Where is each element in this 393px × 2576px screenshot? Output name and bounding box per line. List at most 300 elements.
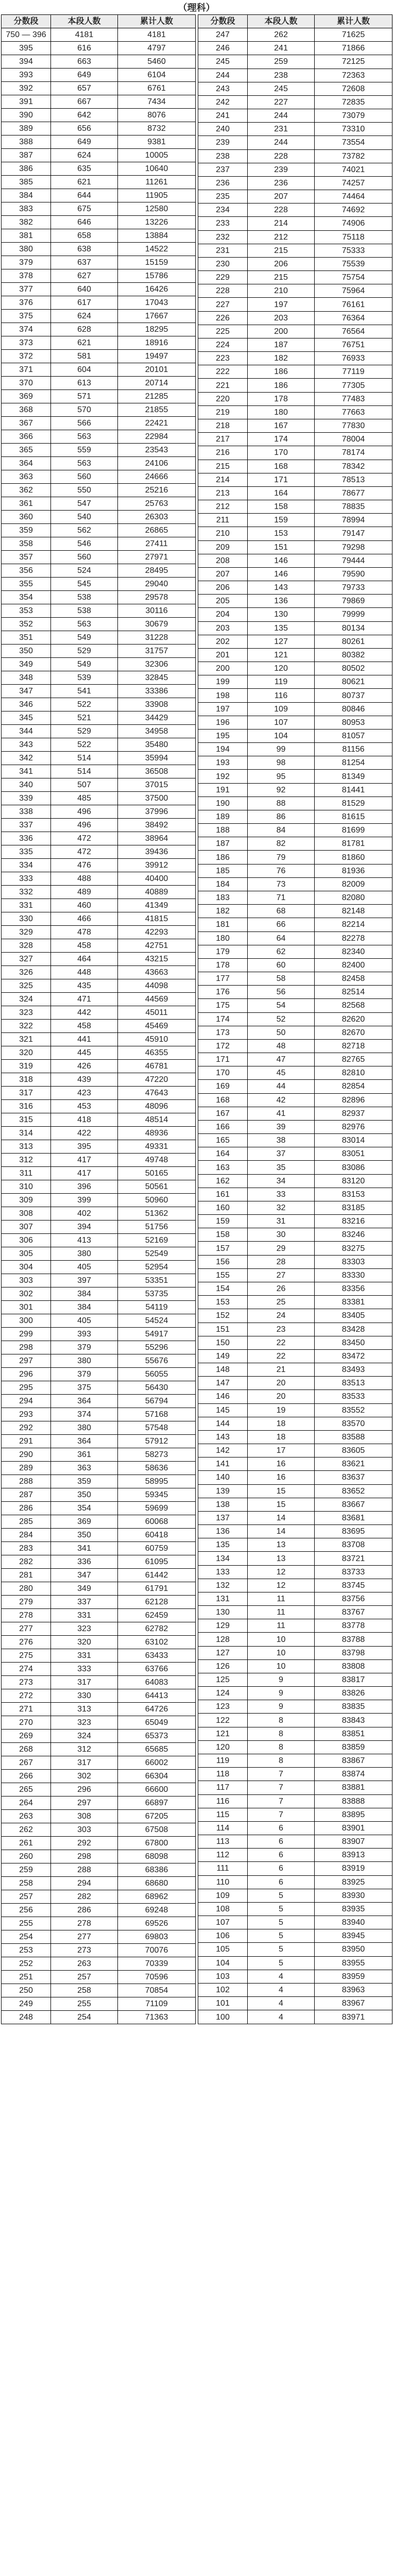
score-cell: 113 xyxy=(198,1835,248,1849)
score-cell: 101 xyxy=(198,1997,248,2010)
cumulative-count-cell: 6761 xyxy=(118,82,196,95)
score-cell: 289 xyxy=(2,1462,51,1475)
score-cell: 350 xyxy=(2,645,51,658)
table-row xyxy=(2,1850,196,1863)
score-cell: 133 xyxy=(198,1565,248,1579)
table-row xyxy=(198,1821,392,1835)
table-row xyxy=(198,851,392,864)
segment-count-cell: 8 xyxy=(248,1727,315,1740)
page-title: （理科） xyxy=(178,3,215,13)
score-cell: 190 xyxy=(198,796,248,810)
cumulative-count-cell: 75754 xyxy=(315,271,392,284)
cumulative-count-cell: 19497 xyxy=(118,350,196,363)
table-row xyxy=(198,1430,392,1444)
score-cell: 266 xyxy=(2,1770,51,1783)
segment-count-cell: 13 xyxy=(248,1552,315,1565)
table-row xyxy=(2,1555,196,1569)
segment-count-cell: 638 xyxy=(51,243,118,256)
segment-count-cell: 42 xyxy=(248,1093,315,1107)
segment-count-cell: 331 xyxy=(51,1609,118,1622)
segment-count-cell: 20 xyxy=(248,1390,315,1403)
segment-count-cell: 58 xyxy=(248,972,315,986)
segment-count-cell: 107 xyxy=(248,716,315,729)
score-cell: 108 xyxy=(198,1902,248,1916)
table-row xyxy=(2,390,196,403)
score-cell: 263 xyxy=(2,1810,51,1823)
table-row xyxy=(2,1341,196,1354)
score-cell: 150 xyxy=(198,1336,248,1349)
score-cell: 394 xyxy=(2,55,51,69)
cumulative-count-cell: 78677 xyxy=(315,486,392,500)
score-cell: 313 xyxy=(2,1140,51,1154)
score-cell: 395 xyxy=(2,42,51,55)
score-cell: 325 xyxy=(2,979,51,993)
segment-count-cell: 18 xyxy=(248,1430,315,1444)
segment-count-cell: 667 xyxy=(51,95,118,109)
cumulative-count-cell: 57168 xyxy=(118,1408,196,1421)
segment-count-cell: 380 xyxy=(51,1354,118,1368)
cumulative-count-cell: 13884 xyxy=(118,229,196,243)
table-row xyxy=(2,578,196,591)
segment-count-cell: 10 xyxy=(248,1646,315,1659)
segment-count-cell: 549 xyxy=(51,631,118,645)
score-cell: 228 xyxy=(198,284,248,298)
score-cell: 244 xyxy=(198,69,248,82)
segment-count-cell: 25 xyxy=(248,1296,315,1309)
segment-count-cell: 571 xyxy=(51,390,118,403)
segment-count-cell: 363 xyxy=(51,1462,118,1475)
score-cell: 112 xyxy=(198,1849,248,1862)
cumulative-count-cell: 81156 xyxy=(315,743,392,756)
score-cell: 353 xyxy=(2,604,51,618)
tables-container xyxy=(1,14,392,2024)
table-row xyxy=(2,1502,196,1515)
score-cell: 385 xyxy=(2,176,51,189)
segment-count-cell: 529 xyxy=(51,645,118,658)
table-row xyxy=(198,1902,392,1916)
cumulative-count-cell: 83925 xyxy=(315,1875,392,1889)
score-cell: 148 xyxy=(198,1363,248,1377)
segment-count-cell: 99 xyxy=(248,743,315,756)
segment-count-cell: 278 xyxy=(51,1917,118,1930)
table-row xyxy=(2,1408,196,1421)
cumulative-count-cell: 55296 xyxy=(118,1341,196,1354)
score-cell: 329 xyxy=(2,926,51,939)
segment-count-cell: 30 xyxy=(248,1228,315,1242)
cumulative-count-cell: 83708 xyxy=(315,1538,392,1552)
cumulative-count-cell: 45910 xyxy=(118,1033,196,1046)
segment-count-cell: 560 xyxy=(51,470,118,484)
segment-count-cell: 5 xyxy=(248,1916,315,1929)
cumulative-count-cell: 83881 xyxy=(315,1781,392,1794)
score-cell: 153 xyxy=(198,1296,248,1309)
table-row xyxy=(2,979,196,993)
segment-count-cell: 95 xyxy=(248,770,315,783)
score-cell: 151 xyxy=(198,1323,248,1336)
segment-count-cell: 445 xyxy=(51,1046,118,1060)
segment-count-cell: 16 xyxy=(248,1471,315,1484)
segment-count-cell: 34 xyxy=(248,1174,315,1188)
cumulative-count-cell: 57548 xyxy=(118,1421,196,1435)
segment-count-cell: 380 xyxy=(51,1247,118,1261)
cumulative-count-cell: 40400 xyxy=(118,872,196,886)
segment-count-cell: 22 xyxy=(248,1336,315,1349)
cumulative-count-cell: 83913 xyxy=(315,1849,392,1862)
segment-count-cell: 323 xyxy=(51,1622,118,1636)
score-cell: 121 xyxy=(198,1727,248,1740)
table-row xyxy=(198,1403,392,1417)
table-row xyxy=(2,1971,196,1984)
segment-count-cell: 464 xyxy=(51,953,118,966)
table-row xyxy=(198,1889,392,1902)
cumulative-count-cell: 80621 xyxy=(315,675,392,689)
segment-count-cell: 563 xyxy=(51,430,118,444)
segment-count-cell: 349 xyxy=(51,1582,118,1596)
cumulative-count-cell: 25763 xyxy=(118,497,196,511)
cumulative-count-cell: 22984 xyxy=(118,430,196,444)
score-cell: 257 xyxy=(2,1890,51,1904)
score-cell: 327 xyxy=(2,953,51,966)
segment-count-cell: 11 xyxy=(248,1619,315,1633)
score-cell: 141 xyxy=(198,1458,248,1471)
segment-count-cell: 8 xyxy=(248,1740,315,1754)
score-cell: 250 xyxy=(2,1984,51,1997)
score-cell: 355 xyxy=(2,578,51,591)
segment-count-cell: 396 xyxy=(51,1180,118,1194)
cumulative-count-cell: 82400 xyxy=(315,958,392,972)
cumulative-count-cell: 80261 xyxy=(315,635,392,648)
segment-count-cell: 485 xyxy=(51,792,118,805)
score-cell: 389 xyxy=(2,122,51,135)
score-cell: 330 xyxy=(2,912,51,926)
table-row xyxy=(198,190,392,204)
table-row xyxy=(2,1261,196,1274)
cumulative-count-cell: 35480 xyxy=(118,738,196,752)
segment-count-cell: 255 xyxy=(51,1997,118,2011)
segment-count-cell: 104 xyxy=(248,729,315,742)
table-row xyxy=(2,1060,196,1073)
score-cell: 288 xyxy=(2,1475,51,1488)
table-row xyxy=(198,1565,392,1579)
segment-count-cell: 52 xyxy=(248,1012,315,1026)
segment-count-cell: 393 xyxy=(51,1328,118,1341)
table-row xyxy=(2,819,196,832)
segment-count-cell: 71 xyxy=(248,891,315,905)
segment-count-cell: 282 xyxy=(51,1890,118,1904)
segment-count-cell: 44 xyxy=(248,1080,315,1093)
score-cell: 231 xyxy=(198,244,248,257)
segment-count-cell: 472 xyxy=(51,832,118,845)
score-cell: 233 xyxy=(198,217,248,230)
score-cell: 348 xyxy=(2,671,51,685)
table-row xyxy=(198,1970,392,1983)
cumulative-count-cell: 83652 xyxy=(315,1484,392,1498)
score-cell: 172 xyxy=(198,1039,248,1053)
cumulative-count-cell: 83428 xyxy=(315,1323,392,1336)
table-row xyxy=(2,95,196,109)
cumulative-count-cell: 83381 xyxy=(315,1296,392,1309)
cumulative-count-cell: 83888 xyxy=(315,1794,392,1808)
segment-count-cell: 331 xyxy=(51,1649,118,1663)
segment-count-cell: 364 xyxy=(51,1395,118,1408)
table-row xyxy=(198,702,392,716)
score-cell: 361 xyxy=(2,497,51,511)
score-cell: 357 xyxy=(2,551,51,564)
table-row xyxy=(198,864,392,877)
score-cell: 371 xyxy=(2,363,51,377)
table-row xyxy=(198,1093,392,1107)
cumulative-count-cell: 51362 xyxy=(118,1207,196,1221)
segment-count-cell: 8 xyxy=(248,1754,315,1768)
score-cell: 335 xyxy=(2,845,51,859)
segment-count-cell: 380 xyxy=(51,1421,118,1435)
score-cell: 341 xyxy=(2,765,51,778)
cumulative-count-cell: 48936 xyxy=(118,1127,196,1140)
table-row xyxy=(198,486,392,500)
table-row xyxy=(2,69,196,82)
segment-count-cell: 538 xyxy=(51,591,118,604)
table-row xyxy=(198,1201,392,1214)
segment-count-cell: 545 xyxy=(51,578,118,591)
cumulative-count-cell: 82568 xyxy=(315,999,392,1012)
cumulative-count-cell: 77830 xyxy=(315,419,392,432)
score-cell: 369 xyxy=(2,390,51,403)
table-row xyxy=(198,1673,392,1686)
segment-count-cell: 164 xyxy=(248,486,315,500)
score-cell: 201 xyxy=(198,648,248,662)
table-row xyxy=(198,325,392,338)
cumulative-count-cell: 41349 xyxy=(118,899,196,912)
score-cell: 215 xyxy=(198,460,248,473)
segment-count-cell: 6 xyxy=(248,1849,315,1862)
score-cell: 379 xyxy=(2,256,51,269)
segment-count-cell: 547 xyxy=(51,497,118,511)
segment-count-cell: 422 xyxy=(51,1127,118,1140)
cumulative-count-cell: 82278 xyxy=(315,931,392,945)
score-cell: 367 xyxy=(2,417,51,430)
table-row xyxy=(2,1797,196,1810)
table-row xyxy=(198,284,392,298)
cumulative-count-cell: 43663 xyxy=(118,966,196,979)
cumulative-count-cell: 49748 xyxy=(118,1154,196,1167)
cumulative-count-cell: 54119 xyxy=(118,1301,196,1314)
score-cell: 338 xyxy=(2,805,51,819)
score-cell: 142 xyxy=(198,1444,248,1458)
cumulative-count-cell: 15786 xyxy=(118,269,196,283)
segment-count-cell: 241 xyxy=(248,42,315,55)
table-row xyxy=(2,1810,196,1823)
table-row xyxy=(2,845,196,859)
segment-count-cell: 317 xyxy=(51,1676,118,1689)
cumulative-count-cell: 82148 xyxy=(315,905,392,918)
score-cell: 125 xyxy=(198,1673,248,1686)
score-cell: 314 xyxy=(2,1127,51,1140)
segment-count-cell: 11 xyxy=(248,1592,315,1605)
cumulative-count-cell: 63766 xyxy=(118,1663,196,1676)
segment-count-cell: 170 xyxy=(248,446,315,460)
cumulative-count-cell: 83901 xyxy=(315,1821,392,1835)
cumulative-count-cell: 83051 xyxy=(315,1147,392,1161)
cumulative-count-cell: 83859 xyxy=(315,1740,392,1754)
score-cell: 292 xyxy=(2,1421,51,1435)
cumulative-count-cell: 22421 xyxy=(118,417,196,430)
segment-count-cell: 4 xyxy=(248,1997,315,2010)
score-cell: 149 xyxy=(198,1349,248,1363)
segment-count-cell: 178 xyxy=(248,392,315,405)
cumulative-count-cell: 81254 xyxy=(315,756,392,770)
score-cell: 159 xyxy=(198,1215,248,1228)
segment-count-cell: 12 xyxy=(248,1565,315,1579)
table-row xyxy=(198,1107,392,1120)
table-row xyxy=(198,1363,392,1377)
cumulative-count-cell: 83637 xyxy=(315,1471,392,1484)
segment-count-cell: 418 xyxy=(51,1113,118,1127)
score-cell: 245 xyxy=(198,55,248,69)
segment-count-cell: 539 xyxy=(51,671,118,685)
score-cell: 182 xyxy=(198,905,248,918)
table-row xyxy=(198,689,392,702)
segment-count-cell: 6 xyxy=(248,1835,315,1849)
table-row xyxy=(198,1080,392,1093)
segment-count-cell: 68 xyxy=(248,905,315,918)
segment-count-cell: 130 xyxy=(248,608,315,621)
cumulative-count-cell: 81057 xyxy=(315,729,392,742)
cumulative-count-cell: 58273 xyxy=(118,1448,196,1462)
table-row xyxy=(2,1354,196,1368)
segment-count-cell: 657 xyxy=(51,82,118,95)
score-cell: 384 xyxy=(2,189,51,202)
score-cell: 377 xyxy=(2,283,51,296)
table-row xyxy=(2,859,196,872)
cumulative-count-cell: 59699 xyxy=(118,1502,196,1515)
score-cell: 351 xyxy=(2,631,51,645)
cumulative-count-cell: 7434 xyxy=(118,95,196,109)
table-row xyxy=(198,999,392,1012)
table-row xyxy=(198,460,392,473)
segment-count-cell: 460 xyxy=(51,899,118,912)
score-cell: 246 xyxy=(198,42,248,55)
table-row xyxy=(2,1596,196,1609)
cumulative-count-cell: 78513 xyxy=(315,473,392,486)
table-row xyxy=(198,770,392,783)
table-row xyxy=(198,958,392,972)
cumulative-count-cell: 61442 xyxy=(118,1569,196,1582)
cumulative-count-cell: 30116 xyxy=(118,604,196,618)
score-cell: 269 xyxy=(2,1730,51,1743)
score-cell: 187 xyxy=(198,837,248,851)
score-cell: 262 xyxy=(2,1823,51,1837)
table-row xyxy=(2,1676,196,1689)
cumulative-count-cell: 83930 xyxy=(315,1889,392,1902)
table-row xyxy=(2,28,196,42)
segment-count-cell: 4 xyxy=(248,1983,315,1996)
table-row xyxy=(198,581,392,595)
score-cell: 145 xyxy=(198,1403,248,1417)
cumulative-count-cell: 47220 xyxy=(118,1073,196,1087)
segment-count-cell: 604 xyxy=(51,363,118,377)
segment-count-cell: 98 xyxy=(248,756,315,770)
score-cell: 219 xyxy=(198,405,248,419)
segment-count-cell: 350 xyxy=(51,1488,118,1502)
score-cell: 131 xyxy=(198,1592,248,1605)
score-cell: 346 xyxy=(2,698,51,711)
segment-count-cell: 79 xyxy=(248,851,315,864)
table-row xyxy=(2,1743,196,1756)
score-cell: 316 xyxy=(2,1100,51,1113)
score-cell: 195 xyxy=(198,729,248,742)
cumulative-count-cell: 83826 xyxy=(315,1687,392,1700)
cumulative-count-cell: 77305 xyxy=(315,379,392,392)
table-row xyxy=(198,595,392,608)
table-row xyxy=(198,1161,392,1174)
table-row xyxy=(2,1301,196,1314)
table-row xyxy=(2,886,196,899)
table-row xyxy=(198,729,392,742)
table-row xyxy=(2,430,196,444)
table-row xyxy=(2,658,196,671)
cumulative-count-cell: 56430 xyxy=(118,1381,196,1395)
cumulative-count-cell: 45011 xyxy=(118,1006,196,1020)
score-cell: 359 xyxy=(2,524,51,537)
score-cell: 390 xyxy=(2,109,51,122)
cumulative-count-cell: 83356 xyxy=(315,1282,392,1295)
table-row xyxy=(2,1649,196,1663)
table-row xyxy=(198,662,392,675)
segment-count-cell: 478 xyxy=(51,926,118,939)
score-cell: 238 xyxy=(198,149,248,163)
score-cell: 365 xyxy=(2,444,51,457)
segment-count-cell: 66 xyxy=(248,918,315,931)
table-row xyxy=(2,1180,196,1194)
table-row xyxy=(198,1768,392,1781)
table-row xyxy=(2,1046,196,1060)
table-row xyxy=(198,244,392,257)
score-cell: 270 xyxy=(2,1716,51,1730)
cumulative-count-cell: 62782 xyxy=(118,1622,196,1636)
segment-count-cell: 263 xyxy=(51,1957,118,1971)
cumulative-count-cell: 83605 xyxy=(315,1444,392,1458)
segment-count-cell: 171 xyxy=(248,473,315,486)
cumulative-count-cell: 62459 xyxy=(118,1609,196,1622)
cumulative-count-cell: 29040 xyxy=(118,578,196,591)
score-cell: 303 xyxy=(2,1274,51,1287)
score-cell: 339 xyxy=(2,792,51,805)
segment-count-cell: 379 xyxy=(51,1368,118,1381)
score-cell: 107 xyxy=(198,1916,248,1929)
table-row xyxy=(198,1525,392,1538)
score-cell: 104 xyxy=(198,1956,248,1970)
segment-count-cell: 458 xyxy=(51,1020,118,1033)
score-cell: 255 xyxy=(2,1917,51,1930)
cumulative-count-cell: 4797 xyxy=(118,42,196,55)
score-cell: 164 xyxy=(198,1147,248,1161)
table-row xyxy=(2,1368,196,1381)
score-cell: 337 xyxy=(2,819,51,832)
segment-count-cell: 439 xyxy=(51,1073,118,1087)
score-cell: 283 xyxy=(2,1542,51,1555)
segment-count-cell: 617 xyxy=(51,296,118,310)
table-row xyxy=(2,1314,196,1328)
left-table-head xyxy=(2,15,196,28)
cumulative-count-cell: 29578 xyxy=(118,591,196,604)
table-row xyxy=(2,671,196,685)
table-row xyxy=(198,1188,392,1201)
cumulative-count-cell: 83867 xyxy=(315,1754,392,1768)
cumulative-count-cell: 60418 xyxy=(118,1529,196,1542)
table-row xyxy=(2,778,196,792)
table-row xyxy=(2,725,196,738)
cumulative-count-cell: 26865 xyxy=(118,524,196,537)
